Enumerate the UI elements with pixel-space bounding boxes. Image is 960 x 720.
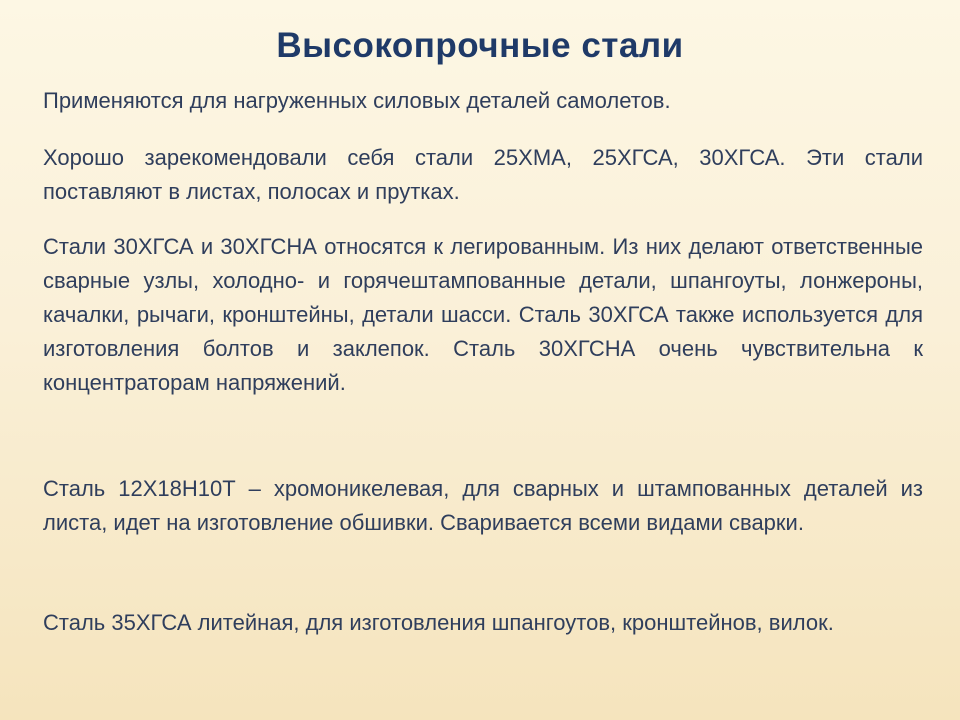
slide-title: Высокопрочные стали [276, 26, 684, 65]
paragraph-cast-steel: Сталь 35ХГСА литейная, для изготовления шпангоутов, кронштейнов, вилок. [43, 610, 834, 635]
paragraph-usage: Применяются для нагруженных силовых деталей самолетов. [43, 88, 671, 113]
paragraph-chromium-nickel-steel: Сталь 12Х18Н10Т – хромоникелевая, для сварных и штампованных деталей из листа, идет на изготовление обшивки. Сваривается всеми видами сварки. [43, 476, 923, 535]
paragraph-recommended-steels: Хорошо зарекомендовали себя стали 25ХМА, 25ХГСА, 30ХГСА. Эти стали поставляют в листах, полосах и прутках. [43, 145, 923, 204]
paragraph-alloyed-steels: Стали 30ХГСА и 30ХГСНА относятся к легированным. Из них делают ответственные сварные узлы, холодно- и горячештампованные детали, шпангоуты, лонжероны, качалки, рычаги, кронштейны, детали шасси. Сталь 30ХГСА также используется для изготовления болтов и заклепок. Сталь 30ХГСНА очень чувствительна к концентраторам напряжений. [43, 234, 923, 395]
